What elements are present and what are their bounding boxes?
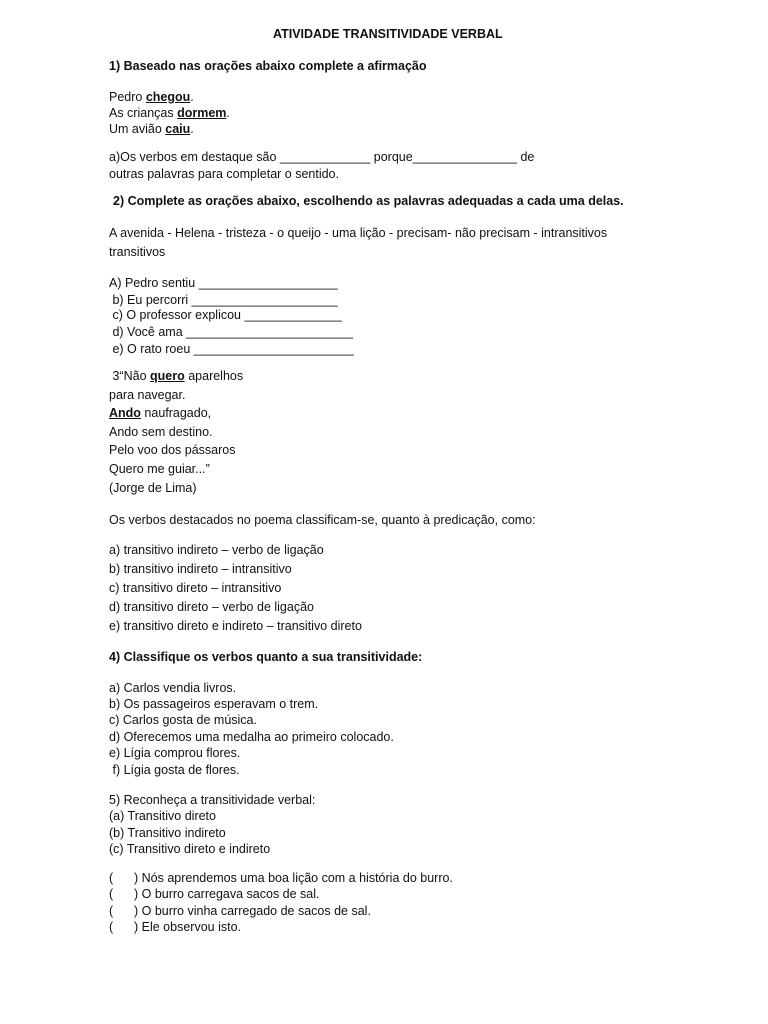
q2-word-bank-line-1: A avenida - Helena - tristeza - o queijo - uma lição - precisam- não precisam - intransitivos — [109, 226, 608, 240]
question-4-text: Classifique os verbos quanto a sua transitividade: — [120, 650, 423, 664]
q5-item: ( ) Ele observou isto. — [109, 920, 241, 934]
q5-legend-item: (a) Transitivo direto — [109, 809, 216, 823]
poem-line-1 — [109, 368, 243, 384]
q3-option: c) transitivo direto – intransitivo — [109, 581, 282, 595]
sentence-text: As crianças — [109, 106, 178, 120]
highlighted-verb: chegou — [145, 90, 191, 104]
sentence-punct: . — [226, 106, 230, 120]
sentence-text: Pedro — [109, 90, 146, 104]
q1-sentence-2 — [109, 105, 230, 121]
q4-item: e) Lígia comprou flores. — [109, 746, 241, 760]
highlighted-verb: dormem — [177, 106, 227, 120]
q2-item: e) O rato roeu _______________________ — [109, 342, 354, 356]
question-4-heading — [109, 649, 422, 665]
poem-text: 3“Não — [109, 369, 150, 383]
poem-text: naufragado, — [140, 406, 212, 420]
sentence-punct: . — [190, 90, 194, 104]
q1-statement-line-2: outras palavras para completar o sentido. — [109, 167, 339, 181]
question-5-heading: 5) Reconheça a transitividade verbal: — [109, 793, 316, 807]
poem-text: aparelhos — [184, 369, 244, 383]
q1-sentence-3 — [109, 121, 194, 137]
q3-option: b) transitivo indireto – intransitivo — [109, 562, 292, 576]
q4-item: a) Carlos vendia livros. — [109, 681, 237, 695]
poem-line-3 — [109, 405, 211, 421]
question-4-number: 4) — [109, 650, 121, 664]
poem-author: (Jorge de Lima) — [109, 481, 197, 495]
q3-option: d) transitivo direto – verbo de ligação — [109, 600, 314, 614]
q5-item: ( ) Nós aprendemos uma boa lição com a história do burro. — [109, 871, 453, 885]
q3-option: e) transitivo direto e indireto – transitivo direto — [109, 619, 362, 633]
sentence-punct: . — [190, 122, 194, 136]
question-1-number: 1) — [109, 59, 121, 73]
poem-line-4: Ando sem destino. — [109, 425, 213, 439]
q2-item: d) Você ama ________________________ — [109, 325, 353, 339]
q4-item: b) Os passageiros esperavam o trem. — [109, 697, 319, 711]
q5-legend-item: (b) Transitivo indireto — [109, 826, 226, 840]
highlighted-verb: caiu — [165, 122, 191, 136]
question-2-text: Complete as orações abaixo, escolhendo as palavras adequadas a cada uma delas. — [124, 194, 624, 208]
q4-item: c) Carlos gosta de música. — [109, 713, 257, 727]
q2-item: c) O professor explicou ______________ — [109, 308, 342, 322]
poem-line-2: para navegar. — [109, 388, 186, 402]
question-1-text: Baseado nas orações abaixo complete a afirmação — [120, 59, 427, 73]
q5-item: ( ) O burro carregava sacos de sal. — [109, 887, 320, 901]
sentence-text: Um avião — [109, 122, 166, 136]
question-3-text: Os verbos destacados no poema classificam-se, quanto à predicação, como: — [109, 513, 536, 527]
q4-item: d) Oferecemos uma medalha ao primeiro colocado. — [109, 730, 394, 744]
poem-line-6: Quero me guiar...” — [109, 462, 210, 476]
question-1-heading — [109, 58, 427, 74]
q2-word-bank-line-2: transitivos — [109, 245, 166, 259]
q1-sentence-1 — [109, 89, 194, 105]
highlighted-verb: Ando — [109, 406, 141, 420]
q1-statement-line-1: a)Os verbos em destaque são _____________ porque_______________ de — [109, 150, 535, 164]
question-2-heading — [113, 193, 624, 209]
poem-line-5: Pelo voo dos pássaros — [109, 443, 236, 457]
q2-item: A) Pedro sentiu ____________________ — [109, 276, 338, 290]
q2-item: b) Eu percorri _____________________ — [109, 293, 338, 307]
q4-item: f) Lígia gosta de flores. — [109, 763, 240, 777]
highlighted-verb: quero — [150, 369, 185, 383]
question-2-number: 2) — [113, 194, 125, 208]
page-title: ATIVIDADE TRANSITIVIDADE VERBAL — [273, 27, 503, 41]
q5-item: ( ) O burro vinha carregado de sacos de sal. — [109, 904, 371, 918]
q5-legend-item: (c) Transitivo direto e indireto — [109, 842, 271, 856]
q3-option: a) transitivo indireto – verbo de ligação — [109, 543, 324, 557]
